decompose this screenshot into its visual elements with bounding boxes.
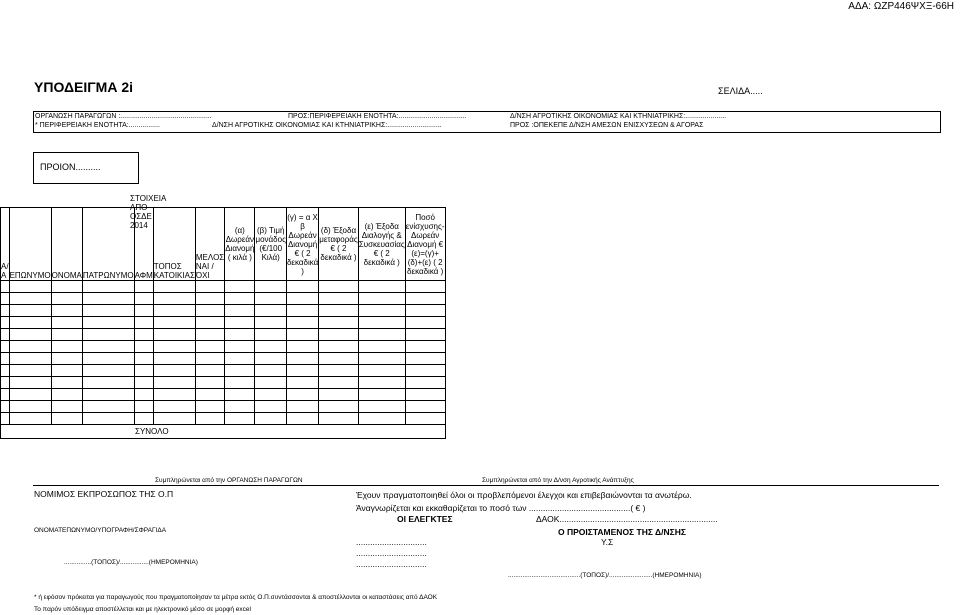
table-cell[interactable]	[286, 281, 318, 293]
table-cell[interactable]	[153, 401, 195, 413]
table-cell[interactable]	[358, 365, 405, 377]
footer-right-note: Συμπληρώνεται από την Δ/νση Αγροτικής Ανάπτυξης	[482, 477, 634, 484]
table-cell[interactable]	[153, 329, 195, 341]
table-cell[interactable]	[9, 341, 51, 353]
table-cell[interactable]	[286, 317, 318, 329]
table-cell[interactable]	[405, 389, 445, 401]
table-cell[interactable]	[286, 305, 318, 317]
table-row	[1, 353, 446, 365]
table-cell[interactable]	[82, 377, 134, 389]
table-cell[interactable]	[319, 413, 359, 425]
table-cell[interactable]	[153, 413, 195, 425]
table-cell[interactable]	[153, 281, 195, 293]
place-date-right: ........................................(ΤΟΠΟΣ)/........................(ΗΜΕΡΟΜΗΝΙΑ)	[508, 572, 702, 579]
table-cell[interactable]	[195, 281, 224, 293]
table-cell[interactable]	[153, 293, 195, 305]
table-cell[interactable]	[134, 413, 153, 425]
place-date-left: ...............(ΤΟΠΟΣ)/................(ΗΜΕΡΟΜΗΝΙΑ)	[64, 559, 198, 566]
table-cell[interactable]	[9, 377, 51, 389]
table-cell[interactable]	[225, 317, 255, 329]
total-label: ΣΥΝΟΛΟ	[1, 425, 446, 439]
table-cell[interactable]	[255, 293, 286, 305]
table-cell[interactable]	[1, 401, 10, 413]
table-cell[interactable]	[405, 281, 445, 293]
header-directorate-field: Δ/ΝΣΗ ΑΓΡΟΤΙΚΗΣ ΟΙΚΟΝΟΜΙΑΣ ΚΑΙ ΚΤΗΝΙΑΤΡΙΚΗΣ:.....................	[510, 113, 727, 120]
checks-text: Έχουν πραγματοποιηθεί όλοι οι προβλεπόμενοι έλεγχοι και επιβεβαιώνονται τα ανωτέρω.	[356, 490, 692, 500]
table-cell[interactable]	[9, 305, 51, 317]
table-cell[interactable]	[1, 293, 10, 305]
table-row	[1, 341, 446, 353]
table-cell[interactable]	[82, 401, 134, 413]
table-cell[interactable]	[225, 281, 255, 293]
table-cell[interactable]	[358, 341, 405, 353]
table-cell[interactable]	[358, 413, 405, 425]
table-cell[interactable]	[255, 317, 286, 329]
signature-label: ΟΝΟΜΑΤΕΠΩΝΥΜΟ/ΥΠΟΓΡΑΦΗ/ΣΦΡΑΓΙΔΑ	[34, 527, 167, 534]
table-cell[interactable]	[405, 413, 445, 425]
table-cell[interactable]	[1, 413, 10, 425]
table-row	[1, 293, 446, 305]
table-header-row	[1, 208, 446, 281]
table-cell[interactable]	[405, 341, 445, 353]
table-cell[interactable]	[286, 365, 318, 377]
table-cell[interactable]	[9, 293, 51, 305]
table-cell[interactable]	[51, 281, 82, 293]
table-cell[interactable]	[225, 401, 255, 413]
table-cell[interactable]	[1, 305, 10, 317]
table-cell[interactable]	[225, 305, 255, 317]
table-cell[interactable]	[358, 317, 405, 329]
table-cell[interactable]	[134, 305, 153, 317]
table-cell[interactable]	[358, 389, 405, 401]
table-cell[interactable]	[153, 365, 195, 377]
table-cell[interactable]	[319, 341, 359, 353]
product-box	[33, 152, 139, 184]
table-row	[1, 329, 446, 341]
col-e: (ε) Έξοδα Διαλογής & Συσκευασίας € ( 2 δεκαδικά )	[358, 208, 405, 281]
producers-table	[0, 207, 446, 439]
table-cell[interactable]	[195, 365, 224, 377]
table-cell[interactable]	[82, 329, 134, 341]
header-region-note: * ΠΕΡΙΦΕΡΕΙΑΚΗ ΕΝΟΤΗΤΑ:................	[35, 122, 160, 129]
table-cell[interactable]	[195, 341, 224, 353]
table-cell[interactable]	[319, 305, 359, 317]
table-cell[interactable]	[195, 413, 224, 425]
table-cell[interactable]	[51, 341, 82, 353]
table-cell[interactable]	[134, 389, 153, 401]
table-cell[interactable]	[225, 377, 255, 389]
table-cell[interactable]	[286, 413, 318, 425]
table-cell[interactable]	[134, 353, 153, 365]
table-cell[interactable]	[358, 401, 405, 413]
table-cell[interactable]	[225, 293, 255, 305]
table-cell[interactable]	[134, 317, 153, 329]
header-to-opekepe: ΠΡΟΣ :ΟΠΕΚΕΠΕ Δ/ΝΣΗ ΑΜΕΣΩΝ ΕΝΙΣΧΥΣΕΩΝ & ΑΓΟΡΑΣ	[510, 122, 704, 129]
table-cell[interactable]	[153, 353, 195, 365]
table-cell[interactable]	[51, 377, 82, 389]
table-row	[1, 413, 446, 425]
table-cell[interactable]	[225, 365, 255, 377]
total-row	[1, 425, 446, 439]
table-cell[interactable]	[405, 293, 445, 305]
table-cell[interactable]	[286, 377, 318, 389]
inspectors-label: ΟΙ ΕΛΕΓΚΤΕΣ	[397, 514, 453, 524]
table-cell[interactable]	[51, 293, 82, 305]
col-aa: Α/Α	[1, 208, 10, 281]
table-cell[interactable]	[9, 413, 51, 425]
table-cell[interactable]	[405, 365, 445, 377]
table-cell[interactable]	[195, 377, 224, 389]
table-cell[interactable]	[255, 281, 286, 293]
table-cell[interactable]	[255, 353, 286, 365]
table-cell[interactable]	[286, 293, 318, 305]
table-cell[interactable]	[195, 317, 224, 329]
table-row	[1, 305, 446, 317]
table-cell[interactable]	[225, 353, 255, 365]
table-cell[interactable]	[319, 401, 359, 413]
table-cell[interactable]	[255, 305, 286, 317]
table-cell[interactable]	[1, 377, 10, 389]
product-label: ΠΡΟΙΟΝ..........	[40, 162, 101, 172]
table-cell[interactable]	[319, 329, 359, 341]
table-cell[interactable]	[9, 353, 51, 365]
col-name: ΟΝΟΜΑ	[51, 208, 82, 281]
signature-dots-1: ..............................	[356, 537, 427, 547]
table-cell[interactable]	[9, 317, 51, 329]
table-cell[interactable]	[9, 389, 51, 401]
table-cell[interactable]	[286, 401, 318, 413]
table-cell[interactable]	[405, 377, 445, 389]
table-cell[interactable]	[358, 281, 405, 293]
col-surname: ΕΠΩΝΥΜΟ	[9, 208, 51, 281]
col-afm: ΑΦΜ	[134, 208, 153, 281]
table-cell[interactable]	[358, 353, 405, 365]
table-cell[interactable]	[195, 293, 224, 305]
table-cell[interactable]	[9, 281, 51, 293]
table-cell[interactable]	[134, 365, 153, 377]
table-cell[interactable]	[319, 389, 359, 401]
table-cell[interactable]	[405, 401, 445, 413]
table-caption: ΣΤΟΙΧΕΙΑ ΑΠΟ ΟΣΔΕ 2014	[130, 194, 166, 230]
table-cell[interactable]	[1, 389, 10, 401]
table-cell[interactable]	[1, 341, 10, 353]
head-of-directorate-label: Ο ΠΡΟΙΣΤΑΜΕΝΟΣ ΤΗΣ Δ/ΝΣΗΣ	[558, 527, 686, 537]
table-cell[interactable]	[405, 317, 445, 329]
table-cell[interactable]	[82, 365, 134, 377]
table-cell[interactable]	[153, 389, 195, 401]
table-cell[interactable]	[1, 353, 10, 365]
table-cell[interactable]	[358, 305, 405, 317]
table-cell[interactable]	[134, 401, 153, 413]
table-cell[interactable]	[405, 305, 445, 317]
table-cell[interactable]	[153, 341, 195, 353]
table-cell[interactable]	[225, 341, 255, 353]
footnote-1: * ή εφόσον πρόκειται για παραγωγούς που πραγματοποίησαν τα μέτρα εκτός Ο.Π.συντάσσονται & αποστέλλονται οι καταστάσεις από ΔΑΟΚ	[34, 594, 438, 601]
table-cell[interactable]	[225, 389, 255, 401]
table-cell[interactable]	[319, 293, 359, 305]
table-row	[1, 389, 446, 401]
table-cell[interactable]	[286, 329, 318, 341]
table-cell[interactable]	[286, 389, 318, 401]
table-cell[interactable]	[286, 341, 318, 353]
signature-dots-3: ..............................	[356, 559, 427, 569]
table-cell[interactable]	[1, 329, 10, 341]
table-cell[interactable]	[82, 281, 134, 293]
table-cell[interactable]	[153, 317, 195, 329]
table-cell[interactable]	[255, 389, 286, 401]
table-cell[interactable]	[255, 341, 286, 353]
table-cell[interactable]	[255, 377, 286, 389]
page-title: ΥΠΟΔΕΙΓΜΑ 2i	[34, 79, 134, 95]
table-cell[interactable]	[82, 341, 134, 353]
table-cell[interactable]	[134, 293, 153, 305]
table-cell[interactable]	[1, 365, 10, 377]
ys-label: Υ.Σ	[601, 537, 614, 547]
table-row	[1, 365, 446, 377]
table-cell[interactable]	[82, 317, 134, 329]
table-cell[interactable]	[51, 389, 82, 401]
col-member: ΜΕΛΟΣ ΝΑΙ / ΌΧΙ	[195, 208, 224, 281]
table-cell[interactable]	[1, 317, 10, 329]
footer-left-note: Συμπληρώνεται από την ΟΡΓΑΝΩΣΗ ΠΑΡΑΓΩΓΩΝ	[155, 477, 303, 484]
table-cell[interactable]	[358, 293, 405, 305]
table-cell[interactable]	[255, 401, 286, 413]
table-cell[interactable]	[134, 341, 153, 353]
table-cell[interactable]	[195, 401, 224, 413]
table-cell[interactable]	[405, 329, 445, 341]
col-place: ΤΟΠΟΣ ΚΑΤΟΙΚΙΑΣ	[153, 208, 195, 281]
table-cell[interactable]	[319, 353, 359, 365]
table-cell[interactable]	[319, 365, 359, 377]
col-a: (α) Δωρεάν Διανομή ( κιλά )	[225, 208, 255, 281]
table-cell[interactable]	[82, 305, 134, 317]
table-cell[interactable]	[225, 413, 255, 425]
table-cell[interactable]	[195, 305, 224, 317]
table-cell[interactable]	[405, 353, 445, 365]
footer-divider	[33, 485, 939, 486]
recognized-amount-text: Άναγνωρίζεται και εκκαθαρίζεται το ποσό των ...........................................( € )	[356, 503, 646, 513]
table-cell[interactable]	[134, 281, 153, 293]
table-row	[1, 281, 446, 293]
col-f: Ποσό ενίσχυσης- Δωρεάν Διανομή € (ε)=(γ)+(δ)+(ε) ( 2 δεκαδικά )	[405, 208, 445, 281]
table-cell[interactable]	[195, 329, 224, 341]
table-cell[interactable]	[195, 389, 224, 401]
table-row	[1, 377, 446, 389]
table-cell[interactable]	[255, 365, 286, 377]
header-box	[33, 111, 941, 133]
col-c: (γ) = α Χ β Δωρεάν Διανομή € ( 2 δεκαδικά )	[286, 208, 318, 281]
table-cell[interactable]	[51, 329, 82, 341]
header-org-field: ΟΡΓΑΝΩΣΗ ΠΑΡΑΓΩΓΩΝ :...............................................	[35, 113, 212, 120]
table-cell[interactable]	[82, 353, 134, 365]
daok-field: ΔΑΟΚ...................................................................	[536, 514, 718, 524]
col-father: ΠΑΤΡΩΝΥΜΟ	[82, 208, 134, 281]
table-cell[interactable]	[82, 413, 134, 425]
table-cell[interactable]	[51, 413, 82, 425]
table-cell[interactable]	[319, 377, 359, 389]
table-cell[interactable]	[9, 401, 51, 413]
header-directorate-2: Δ/ΝΣΗ ΑΓΡΟΤΙΚΗΣ ΟΙΚΟΝΟΜΙΑΣ ΚΑΙ ΚΤΗΝΙΑΤΡΙΚΗΣ:............................	[212, 122, 442, 129]
table-cell[interactable]	[51, 305, 82, 317]
table-cell[interactable]	[82, 389, 134, 401]
table-cell[interactable]	[51, 317, 82, 329]
header-region-field: ΠΡΟΣ:ΠΕΡΙΦΕΡΕΙΑΚΗ ΕΝΟΤΗΤΑ:...................................	[288, 113, 467, 120]
legal-rep-label: ΝΟΜΙΜΟΣ ΕΚΠΡΟΣΩΠΟΣ ΤΗΣ Ο.Π	[34, 489, 174, 499]
table-cell[interactable]	[319, 317, 359, 329]
table-row	[1, 401, 446, 413]
col-b: (β) Τιμή μονάδος (€/100 Κιλά)	[255, 208, 286, 281]
table-cell[interactable]	[153, 305, 195, 317]
table-cell[interactable]	[51, 353, 82, 365]
table-row	[1, 317, 446, 329]
table-cell[interactable]	[358, 377, 405, 389]
table-cell[interactable]	[134, 329, 153, 341]
table-cell[interactable]	[319, 281, 359, 293]
table-cell[interactable]	[82, 293, 134, 305]
table-cell[interactable]	[225, 329, 255, 341]
table-cell[interactable]	[9, 329, 51, 341]
table-cell[interactable]	[255, 413, 286, 425]
table-cell[interactable]	[286, 353, 318, 365]
col-d: (δ) Έξοδα μεταφοράς € ( 2 δεκαδικά )	[319, 208, 359, 281]
table-cell[interactable]	[153, 377, 195, 389]
table-cell[interactable]	[9, 365, 51, 377]
signature-dots-2: ..............................	[356, 548, 427, 558]
table-cell[interactable]	[195, 353, 224, 365]
ada-stamp: ΑΔΑ: ΩΖΡ446ΨΧΞ-66Η	[848, 1, 954, 12]
page-number-label: ΣΕΛΙΔΑ.....	[718, 86, 763, 96]
table-cell[interactable]	[51, 365, 82, 377]
footnote-2: Το παρόν υπόδειγμα αποστέλλεται και με ηλεκτρονικό μέσο σε μορφή excel	[34, 606, 251, 613]
table-cell[interactable]	[51, 401, 82, 413]
table-body	[1, 281, 446, 425]
table-cell[interactable]	[134, 377, 153, 389]
table-cell[interactable]	[1, 281, 10, 293]
table-cell[interactable]	[358, 329, 405, 341]
table-cell[interactable]	[255, 329, 286, 341]
